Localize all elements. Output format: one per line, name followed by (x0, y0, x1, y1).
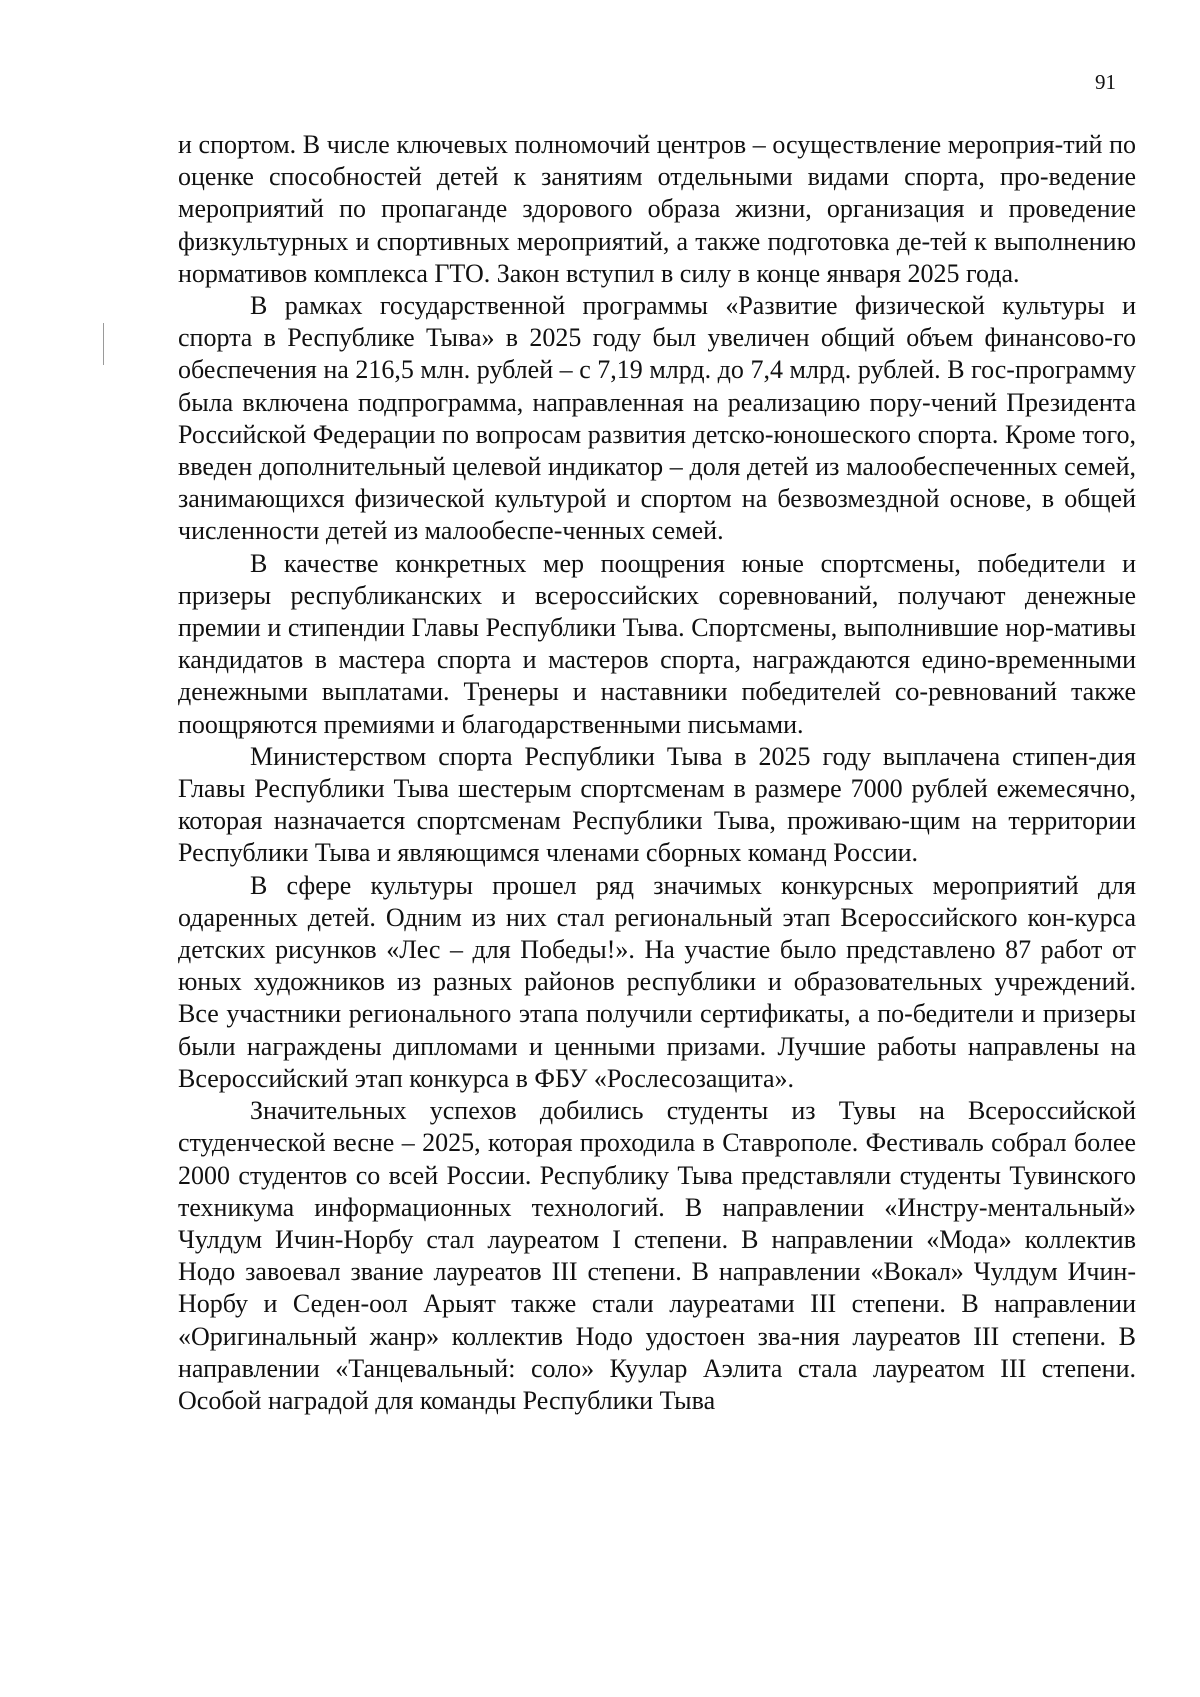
page-number: 91 (1095, 70, 1116, 94)
paragraph-culture-contest: В сфере культуры прошел ряд значимых конкурсных мероприятий для одаренных детей. Одним из них стал региональный этап Всероссийского кон-курса детских рисунков «Лес – для Победы!». На участие было представлено 87 работ от юных художников из разных районов республики и образовательных учреждений. Все участники регионального этапа получили сертификаты, а по-бедители и призеры были награждены дипломами и ценными призами. Лучшие работы направлены на Всероссийский этап конкурса в ФБУ «Рослесозащита». (178, 870, 1136, 1093)
margin-mark (103, 323, 104, 365)
paragraph-continuation: и спортом. В числе ключевых полномочий центров – осуществление мероприя-тий по оценке способностей детей к занятиям отдельными видами спорта, про-ведение мероприятий по пропаганде здорового образа жизни, организация и проведение физкультурных и спортивных мероприятий, а также подготовка де-тей к выполнению нормативов комплекса ГТО. Закон вступил в силу в конце января 2025 года. (178, 130, 1136, 288)
paragraph-scholarship: Министерством спорта Республики Тыва в 2025 году выплачена стипен-дия Главы Республики Тыва шестерым спортсменам в размере 7000 рублей ежемесячно, которая назначается спортсменам Республики Тыва, проживаю-щим на территории Республики Тыва и являющимся членами сборных команд России. (178, 741, 1136, 868)
paragraph-sports-program: В рамках государственной программы «Развитие физической культуры и спорта в Республике Тыва» в 2025 году был увеличен общий объем финансово-го обеспечения на 216,5 млн. рублей – с 7,19 млрд. до 7,4 млрд. рублей. В гос-программу была включена подпрограмма, направленная на реализацию пору-чений Президента Российской Федерации по вопросам развития детско-юношеского спорта. Кроме того, введен дополнительный целевой индикатор – доля детей из малообеспеченных семей, занимающихся физической культурой и спортом на безвозмездной основе, в общей численности детей из малообеспе-ченных семей. (178, 291, 1136, 546)
paragraph-incentives: В качестве конкретных мер поощрения юные спортсмены, победители и призеры республиканских и всероссийских соревнований, получают денежные премии и стипендии Главы Республики Тыва. Спортсмены, выполнившие нор-мативы кандидатов в мастера спорта и мастеров спорта, награждаются едино-временными денежными выплатами. Тренеры и наставники победителей со-ревнований также поощряются премиями и благодарственными письмами. (178, 548, 1136, 739)
body-text (178, 129, 1136, 1417)
paragraph-student-spring: Значительных успехов добились студенты из Тувы на Всероссийской студенческой весне – 2025, которая проходила в Ставрополе. Фестиваль собрал более 2000 студентов со всей России. Республику Тыва представляли студенты Тувинского техникума информационных технологий. В направлении «Инстру-ментальный» Чулдум Ичин-Норбу стал лауреатом I степени. В направлении «Мода» коллектив Нодо завоевал звание лауреатов III степени. В направлении «Вокал» Чулдум Ичин-Норбу и Седен-оол Арыят также стали лауреатами III степени. В направлении «Оригинальный жанр» коллектив Нодо удостоен зва-ния лауреатов III степени. В направлении «Танцевальный: соло» Куулар Аэлита стала лауреатом III степени. Особой наградой для команды Республики Тыва (178, 1096, 1136, 1415)
